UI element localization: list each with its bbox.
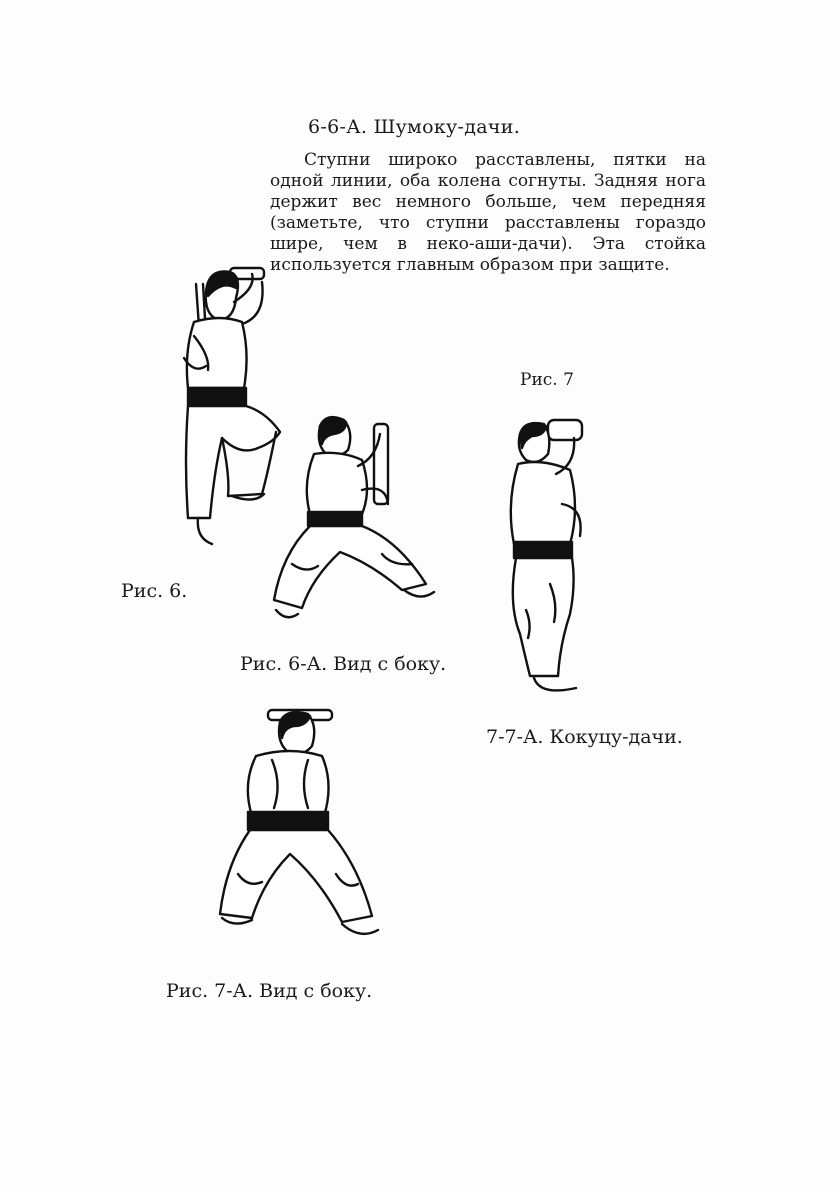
figure-7-illustration bbox=[500, 414, 600, 704]
figure-7a-caption: Рис. 7-А. Вид с боку. bbox=[166, 980, 373, 1002]
section-heading: 6-6-А. Шумоку-дачи. bbox=[308, 116, 521, 138]
body-paragraph: Ступни широко расставлены, пятки на одной линии, оба колена согнуты. Задняя нога держит вес немного больше, чем передняя (заметьте, что ступни расставлены гораздо шире, чем в неко-аши-дачи). Эта стойка используется главным образом при защите. bbox=[270, 150, 706, 275]
figure-6a-illustration bbox=[262, 414, 442, 624]
figure-7-caption: Рис. 7 bbox=[520, 370, 574, 390]
figure-6-caption: Рис. 6. bbox=[121, 580, 188, 602]
figure-7a-illustration bbox=[212, 704, 384, 950]
figure-7-title: 7-7-А. Кокуцу-дачи. bbox=[486, 726, 683, 748]
figure-6a-caption: Рис. 6-А. Вид с боку. bbox=[240, 653, 447, 675]
